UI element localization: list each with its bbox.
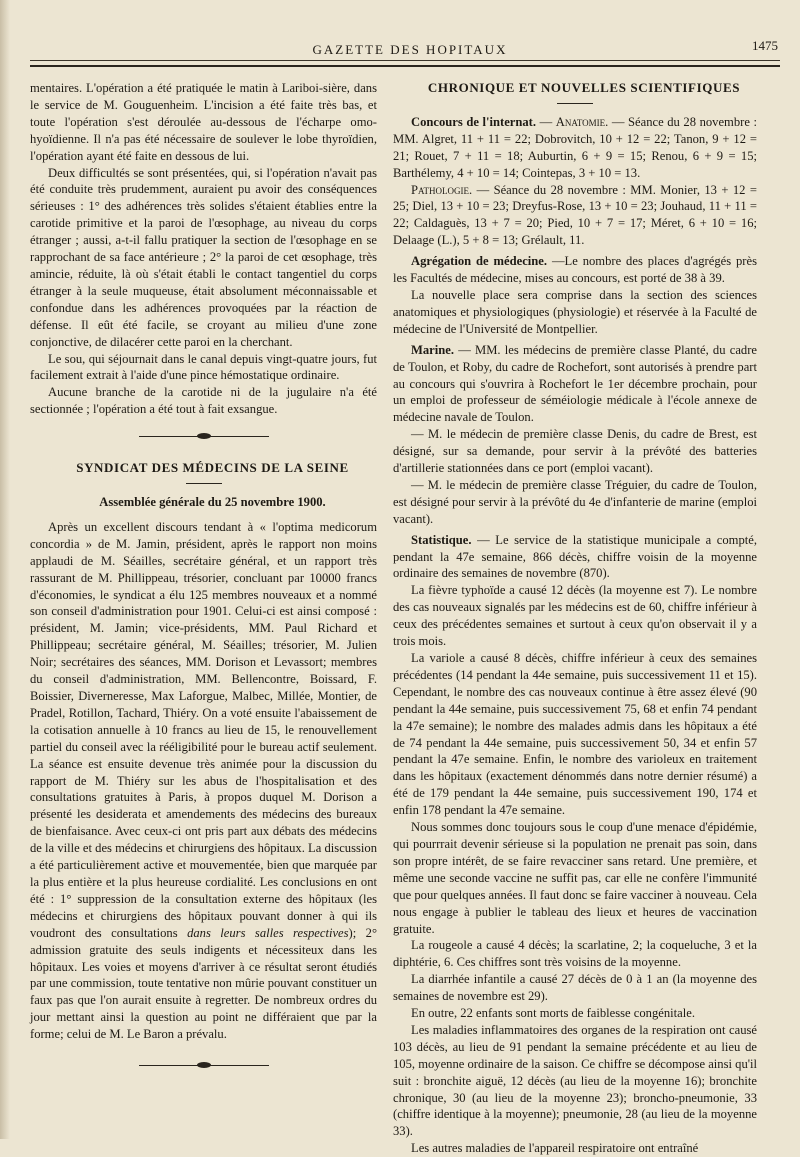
run-in-heading: Statistique. bbox=[411, 532, 472, 547]
paragraph: La variole a causé 8 décès, chiffre inférieur à ceux des semaines précédentes (14 pendant la 44e semaine, puis successivement 11 et 15). Cependant, le nombre des cas nouveaux continue à être assez élevé (90 pendant la 44e semaine, puis successivement 75, 68 et enfin 74 pendant la 47e semaine); le nombre des malades admis dans les hôpitaux a été de 74 pendant la 44e semaine, puis successivement 50, 34 et enfin 57 pendant la 47e semaine. Enfin, le nombre des varioleux en traitement dans les hôpitaux (exactement dénommés dans notre dernier résumé) a été de 179 pendant la 44e semaine, puis successivement 190, 174 et enfin 178 pendant la 47e semaine. bbox=[393, 651, 757, 818]
paragraph bbox=[393, 253, 757, 287]
header-rule-thin bbox=[30, 60, 780, 61]
text-run: — Séance du 28 novembre : MM. Monier, 13 + 12 = 25; Diel, 13 + 10 = 23; Dreyfus-Rose, 13 + 10 = 23; Jouhaud, 11 + 11 = 22; Caldaguès, 13 + 7 = 20; Pied, 10 + 7 = 17; Méret, 6 + 10 = 16; Delaage (L.), 5 + 8 = 13; Grélault, 11. bbox=[393, 182, 757, 248]
paragraph: Nous sommes donc toujours sous le coup d'une menace d'épidémie, qui pourrrait devenir sérieuse si la population ne prenait pas soin, dans son propre intérêt, de se faire revacciner sans retard. Une première, et même une seconde vaccine ne suffit pas, car elle ne confère l'immunité que pour quelques années. Il faut donc se faire vacciner à nouveau. Cela nous engage à publier le tableau des lieux et heures de vaccination gratuite. bbox=[393, 820, 757, 936]
run-in-heading: Concours de l'internat. bbox=[411, 114, 537, 129]
paragraph bbox=[393, 342, 757, 427]
section-ornament bbox=[139, 1061, 269, 1069]
text-run: — Séance du 28 novembre : MM. Algret, 11 + 11 = 22; Dobrovitch, 10 + 12 = 22; Tanon, 9 + 12 = 21; Rouet, 7 + 11 = 18; Auburtin, 6 + 9 = 15; Renou, 6 + 9 = 15; Barthélemy, 4 + 10 = 14; Cointepas, 3 + 10 = 13. bbox=[393, 114, 757, 180]
paragraph bbox=[393, 182, 757, 250]
paragraph: En outre, 22 enfants sont morts de faiblesse congénitale. bbox=[411, 1006, 695, 1021]
paragraph: — M. le médecin de première classe Denis, du cadre de Brest, est désigné, sur sa demande, pour servir à la prévôté des batteries d'artillerie stationnées dans ce port (emploi vacant). bbox=[393, 427, 757, 476]
paragraph: Les maladies inflammatoires des organes de la respiration ont causé 103 décès, au lieu de 91 pendant la semaine précédente et au lieu de 105, moyenne ordinaire de la saison. Ce chiffre se décompose ainsi qu'il suit : bronchite aiguë, 12 décès (au lieu de la moyenne 16); bronchite chronique, 30 (au lieu de la moyenne 23); broncho-pneumonie, 33 (chiffre identique à la moyenne); pneumonie, 28 (au lieu de la moyenne 33). bbox=[393, 1022, 758, 1139]
italic-text: dans leurs salles respectives bbox=[187, 925, 349, 940]
small-caps-label: Anatomie. bbox=[555, 114, 609, 129]
section-title: CHRONIQUE ET NOUVELLES SCIENTIFIQUES bbox=[427, 80, 741, 95]
paragraph: La fièvre typhoïde a causé 12 décès (la moyenne est 7). Le nombre des cas nouveaux signalés par les médecins est de 60, chiffre inférieur à ceux des précédentes semaines et surtout à ceux qu'on observait il y a trois mois. bbox=[393, 583, 757, 649]
left-column bbox=[30, 80, 377, 1089]
page-edge-shadow bbox=[0, 0, 10, 1139]
paragraph: mentaires. L'opération a été pratiquée le matin à Lariboi-sière, dans le service de M. Gouguenheim. L'incision a été faite très bas, et toute l'opération s'est déroulée au-dessous de l'écharpe omo-hyoïdienne. Il n'a pas été nécessaire de soulever le lobe thyroïdien, l'opération ayant été faite en dessous de lui. bbox=[30, 81, 377, 163]
paragraph: Les autres maladies de l'appareil respiratoire ont entraîné bbox=[411, 1141, 699, 1156]
running-title: GAZETTE DES HOPITAUX bbox=[312, 42, 508, 57]
text-run: — MM. les médecins de première classe Planté, du cadre de Toulon, et Roby, du cadre de Rochefort, sont autorisés à prendre part au concours qui s'ouvrira à Rochefort le 1er décembre prochain, pour un emploi de professeur de séméiologie médicale à l'école annexe de médecine navale de Toulon. bbox=[393, 342, 757, 425]
right-column bbox=[393, 80, 757, 1157]
subsection-title: Assemblée générale du 25 novembre 1900. bbox=[99, 495, 326, 510]
section-ornament bbox=[139, 432, 269, 440]
paragraph: Le sou, qui séjournait dans le canal depuis vingt-quatre jours, fut facilement extrait à l'aide d'une pince hémostatique ordinaire. bbox=[30, 351, 377, 383]
text-run: — Le service de la statistique municipale a compté, pendant la 47e semaine, 866 décès, chiffre voisin de la moyenne ordinaire des semaines de novembre (870). bbox=[393, 532, 757, 581]
paragraph bbox=[393, 532, 757, 583]
run-in-heading: Agrégation de médecine. bbox=[411, 254, 548, 269]
paragraph: Deux difficultés se sont présentées, qui, si l'opération n'avait pas été conduite très prudemment, auraient pu avoir des conséquences sérieuses : 1° des adhérences très solides s'étaient établies entre la carotide primitive et la paroi de l'œsophage, au niveau du corps étranger ; aussi, a-t-il fallu pratiquer la section de l'œsophage en se rapprochant de sa face antérieure ; 2° la paroi de cet œsophage, très amincie, réduite, là où s'était établi le contact tangentiel du corps étranger à la seule muqueuse, était absolument méconnaissable et confondue dans les adhérences provoquées par la réaction de défense. Il eût été facile, se croyant au milieu d'une zone conjonctive, de dilacérer cette paroi en la cherchant. bbox=[30, 165, 377, 349]
page-number: 1475 bbox=[752, 38, 778, 53]
small-caps-label: Pathologie. bbox=[411, 182, 473, 197]
text-run: ); 2° admission gratuite des seuls indigents et nécessiteux dans les hôpitaux. Les voies et moyens d'arriver à ce résultat seront étudiés par une commission, toute tentative non mûrie pouvant constituer un faux pas que l'on aurait ensuite à regretter. De nombreux ordres du jour mettant ainsi la question au point ne différaient que par la forme; celui de M. Le Baron a prévalu. bbox=[30, 925, 377, 1042]
header-rule-thick bbox=[30, 65, 780, 67]
paragraph: La nouvelle place sera comprise dans la section des sciences anatomiques et physiologiques (physiologie) et réservée à la Faculté de médecine de l'Université de Montpellier. bbox=[393, 287, 757, 336]
section-title: SYNDICAT DES MÉDECINS DE LA SEINE bbox=[76, 460, 349, 476]
paragraph: Concours de l'internat. — Anatomie. — Séance du 28 novembre : MM. Algret, 11 + 11 = 22; Dobrovitch, 10 + 12 = 22; Tanon, 9 + 12 = 21; Rouet, 7 + 11 = 18; Auburtin, 6 + 9 = 15; Renou, 6 + 9 = 15; Barthélemy, 4 + 10 = 14; Cointepas, 3 + 10 = 13. bbox=[393, 114, 757, 180]
run-in-heading: Marine. bbox=[411, 342, 455, 357]
paragraph: La diarrhée infantile a causé 27 décès de 0 à 1 an (la moyenne des semaines de novembre est 29). bbox=[393, 972, 757, 1004]
short-rule bbox=[557, 103, 593, 104]
paragraph bbox=[30, 519, 377, 1043]
text-run: Après un excellent discours tendant à « l'optima medicorum concordia » de M. Jamin, président, après le rapport non moins applaudi de M. Séailles, secrétaire général, et un rapport très rassurant de M. Phillippeau, trésorier, concluant par 10000 francs d'économies, le syndicat a élu 125 membres nouveaux et a nommé son conseil d'administration pour 1901. Celui-ci est ainsi composé : président, M. Jamin; vice-présidents, MM. Paul Richard et Phillippeau; secrétaire général, M. Séailles; trésorier, M. Julien Noir; secrétaires des séances, MM. Dorison et Levassort; membres du conseil d'administration, MM. Bellencontre, Boissard, F. Boissier, Diverneresse, Max Laforgue, Malbec, Millée, Montier, de Pradel, Rotillon, Tachard, Thiéry. On a voté ensuite l'abaissement de la cotisation annuelle à 10 francs au lieu de 15, le renouvellement partiel du conseil avec la rééligibilité pour le bureau actif seulement. La séance est ensuite devenue très animée pour la discussion du rapport de M. Thiéry sur les abus de l'hospitalisation et des consultations gratuites à Paris, à propos duquel M. Dorison a présenté les desiderata et amendements des médecins des bureaux de bienfaisance. Avec ceux-ci ont pris part aux débats des médecins de la ville et des médecins et chirurgiens des hôpitaux. La discussion a été particulièrement active et mouvementée, bien que marquée par la plus entière et la plus heureuse cordialité. Les conclusions en ont été : 1° suppression de la consultation externe des hôpitaux (les médecins et chirurgiens des hôpitaux pouvant donner à qui ils voudront des consultations bbox=[30, 519, 377, 940]
paragraph: La rougeole a causé 4 décès; la scarlatine, 2; la coqueluche, 3 et la diphtérie, 6. Ces chiffres sont très voisins de la moyenne. bbox=[393, 938, 757, 970]
page-header bbox=[30, 38, 778, 74]
paragraph: — M. le médecin de première classe Tréguier, du cadre de Toulon, est désigné pour servir à la prévôté du 4e d'infanterie de marine (emploi vacant). bbox=[393, 477, 757, 526]
text-run: —Le nombre des places d'agrégés près les Facultés de médecine, mises au concours, est porté de 38 à 39. bbox=[393, 254, 757, 286]
short-rule bbox=[186, 483, 222, 484]
paragraph: Aucune branche de la carotide ni de la jugulaire n'a été sectionnée ; l'opération a été tout à fait exsangue. bbox=[30, 385, 377, 417]
